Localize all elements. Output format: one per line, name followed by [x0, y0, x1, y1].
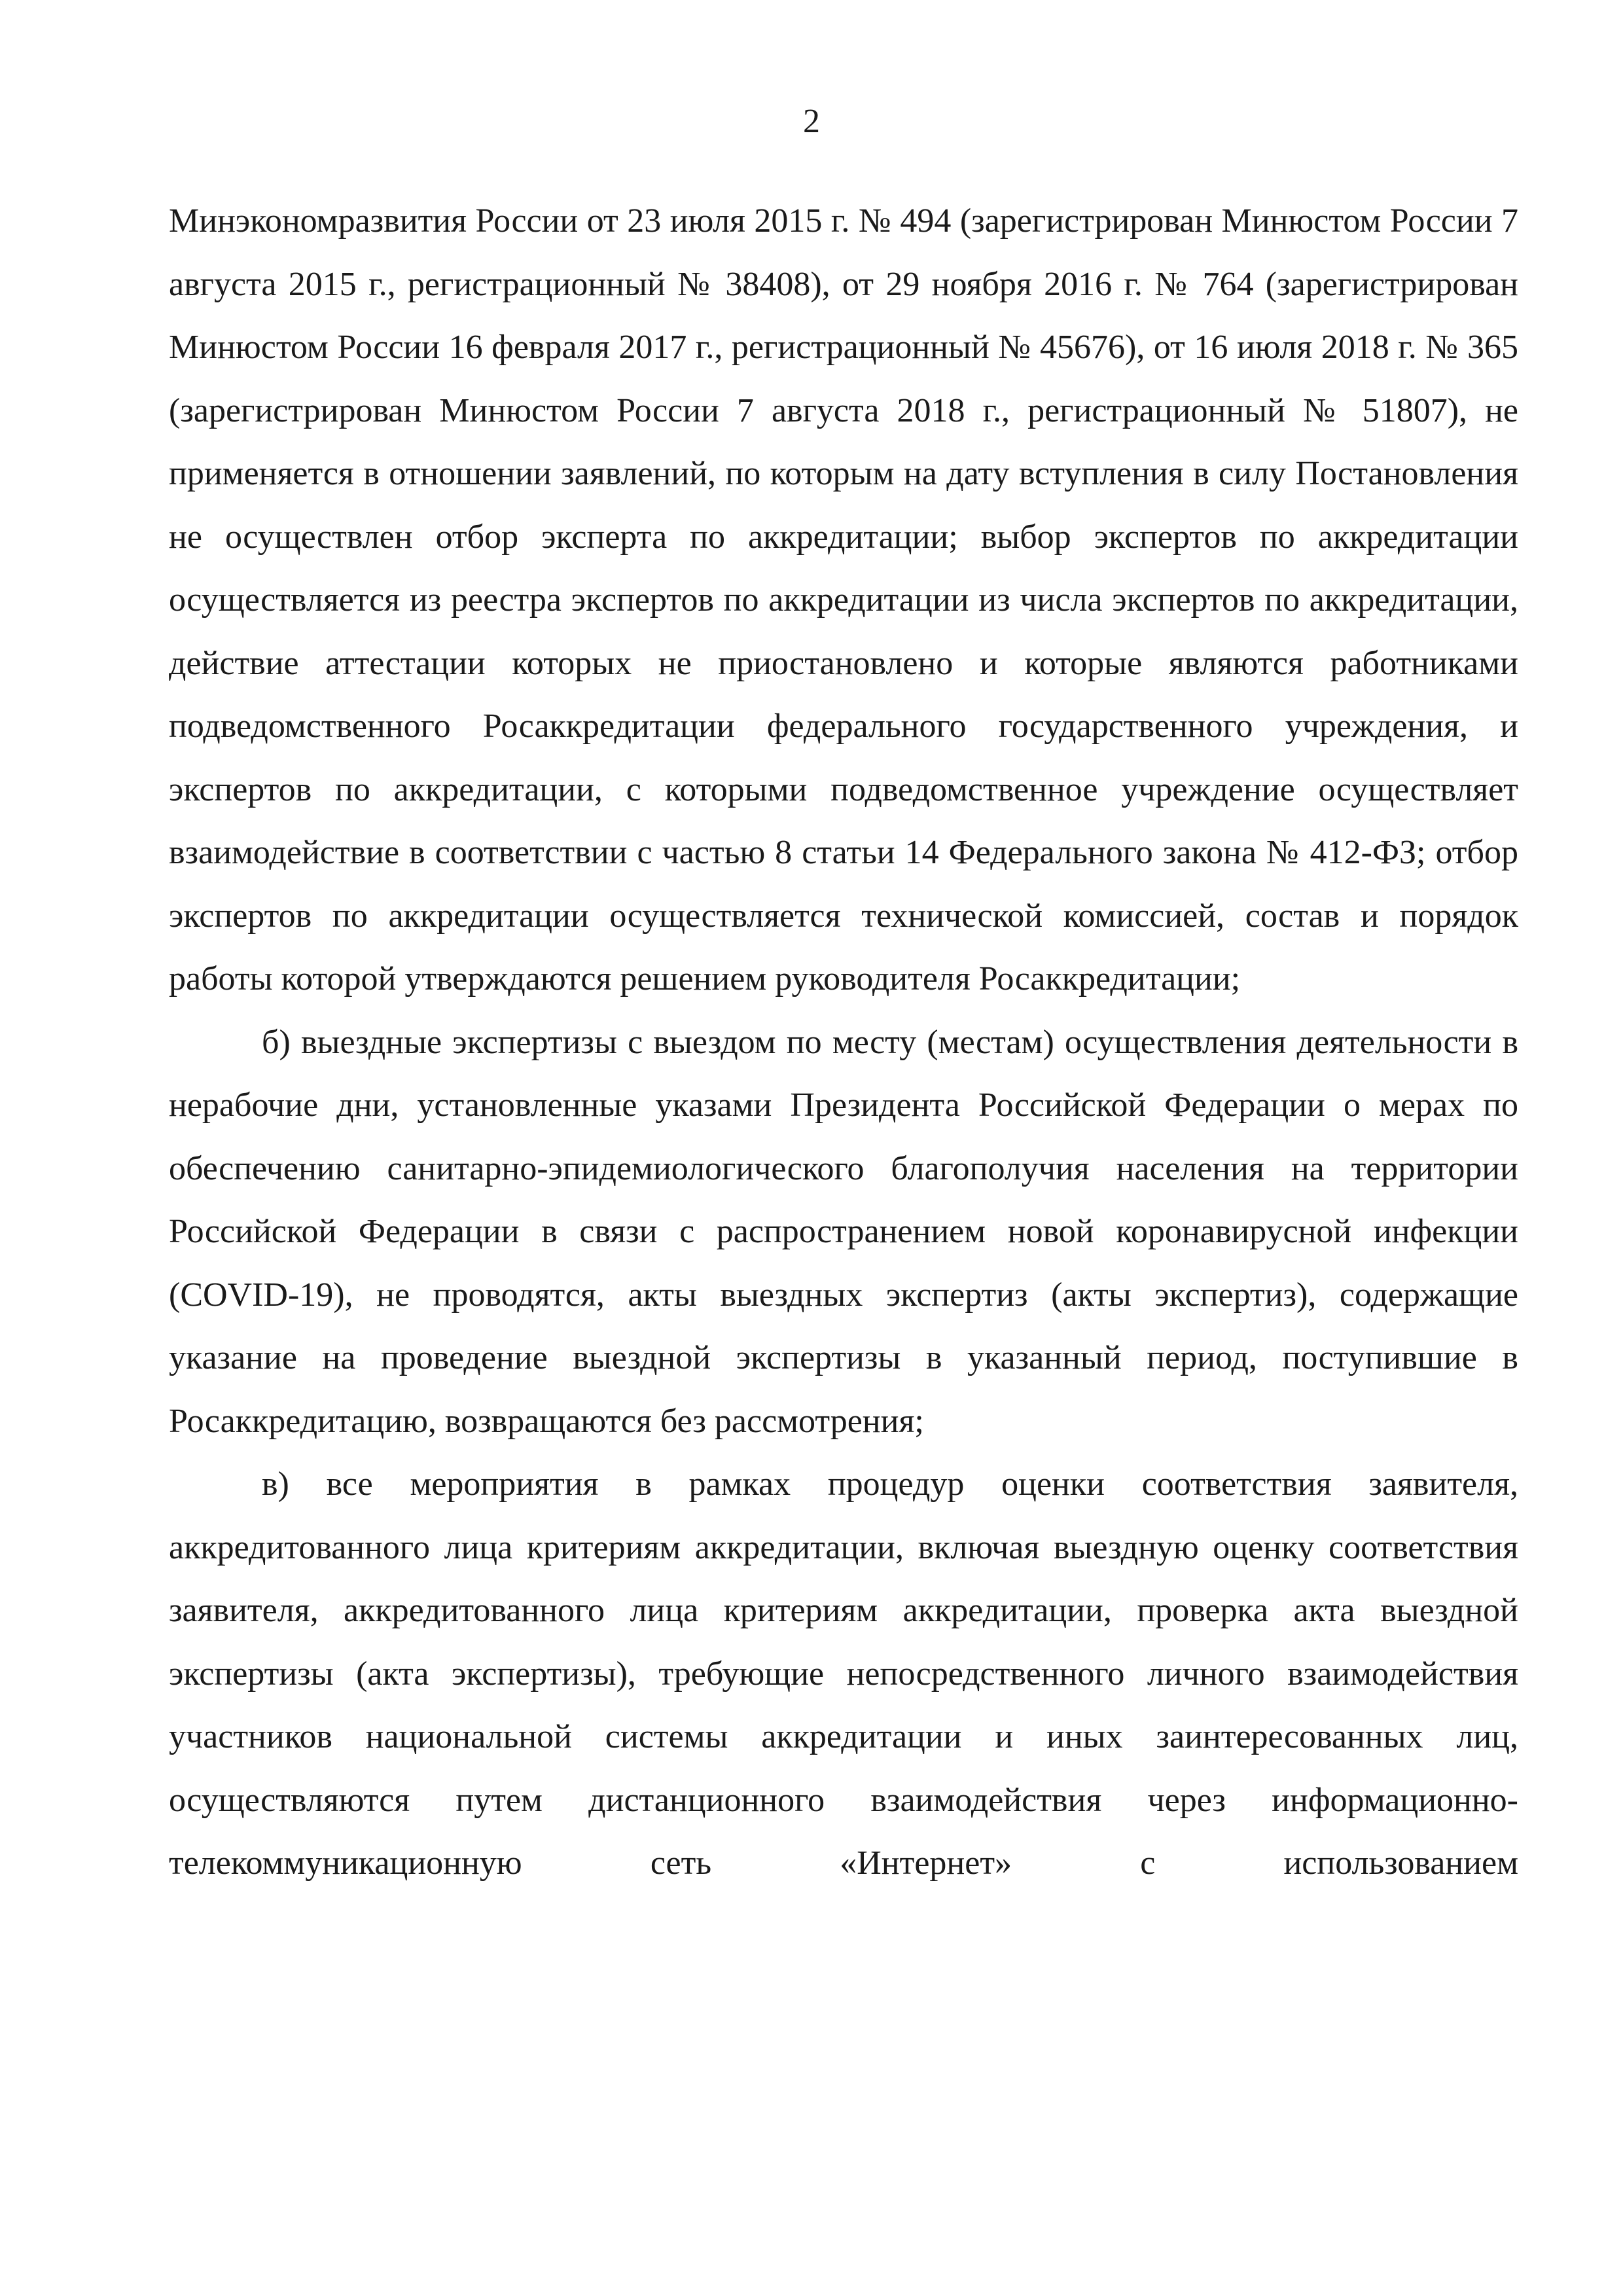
paragraph-continuation: Минэкономразвития России от 23 июля 2015 г. № 494 (зарегистрирован Минюстом России 7 августа 2015 г., регистрационный № 38408), от 29 ноября 2016 г. № 764 (зарегистрирован Минюстом России 16 февраля 2017 г., регистрационный № 45676), от 16 июля 2018 г. № 365 (зарегистрирован Минюстом России 7 августа 2018 г., регистрационный № 51807), не применяется в отношении заявлений, по которым на дату вступления в силу Постановления не осуществлен отбор эксперта по аккредитации; выбор экспертов по аккредитации осуществляется из реестра экспертов по аккредитации из числа экспертов по аккредитации, действие аттестации которых не приостановлено и которые являются работниками подведомственного Росаккредитации федерального государственного учреждения, и экспертов по аккредитации, с которыми подведомственное учреждение осуществляет взаимодействие в соответствии с частью 8 статьи 14 Федерального закона № 412-ФЗ; отбор экспертов по аккредитации осуществляется технической комиссией, состав и порядок работы которой утверждаются решением руководителя Росаккредитации; [169, 202, 1518, 997]
document-body [169, 190, 1518, 1895]
paragraph-b: б) выездные экспертизы с выездом по месту (местам) осуществления деятельности в нерабочие дни, установленные указами Президента Российской Федерации о мерах по обеспечению санитарно-эпидемиологического благополучия населения на территории Российской Федерации в связи с распространением новой коронавирусной инфекции (COVID-19), не проводятся, акты выездных экспертиз (акты экспертиз), содержащие указание на проведение выездной экспертизы в указанный период, поступившие в Росаккредитацию, возвращаются без рассмотрения; [169, 1023, 1518, 1440]
page-number: 2 [803, 103, 820, 140]
paragraph-v: в) все мероприятия в рамках процедур оценки соответствия заявителя, аккредитованного лица критериям аккредитации, включая выездную оценку соответствия заявителя, аккредитованного лица критериям аккредитации, проверка акта выездной экспертизы (акта экспертизы), требующие непосредственного личного взаимодействия участников национальной системы аккредитации и иных заинтересованных лиц, осуществляются путем дистанционного взаимодействия через информационно-телекоммуникационную сеть «Интернет» с использованием [169, 1465, 1518, 1882]
